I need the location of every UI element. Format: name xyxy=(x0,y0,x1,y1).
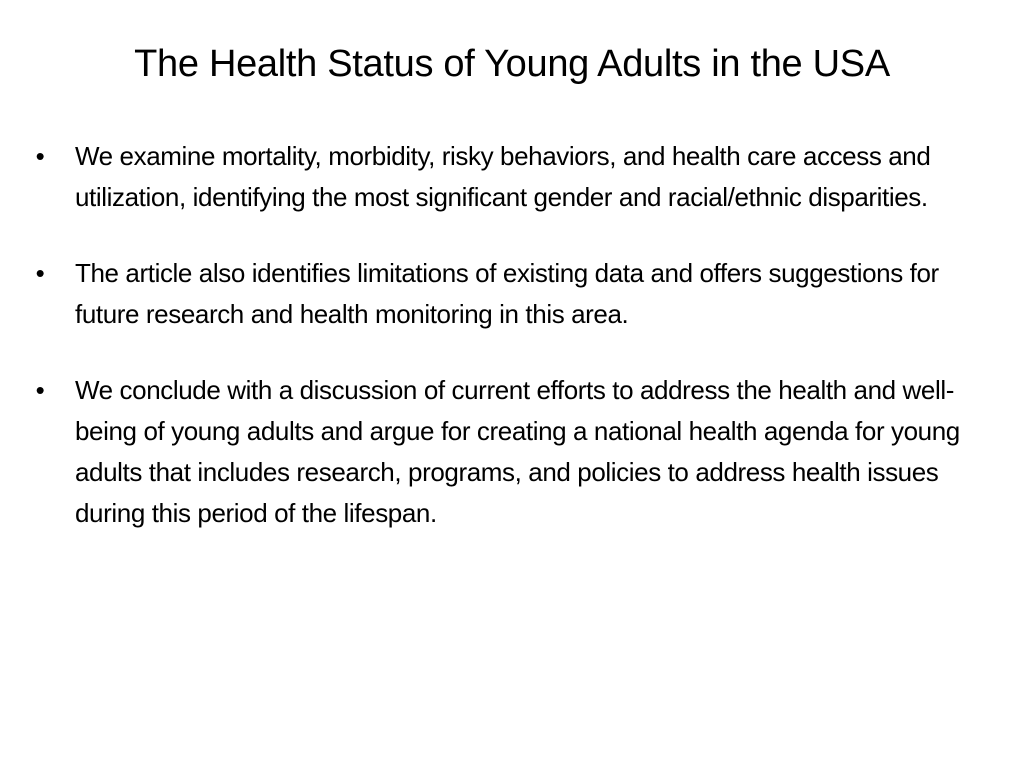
bullet-item xyxy=(30,370,990,534)
bullet-icon: • xyxy=(35,258,45,288)
bullet-text: The article also identifies limitations of existing data and offers suggestions for future research and health monitoring in this area. xyxy=(75,258,939,329)
bullet-list xyxy=(30,136,990,569)
bullet-icon: • xyxy=(35,141,45,171)
bullet-item xyxy=(30,136,990,218)
bullet-icon: • xyxy=(35,375,45,405)
bullet-text: We examine mortality, morbidity, risky behaviors, and health care access and utilization, identifying the most significant gender and racial/ethnic disparities. xyxy=(75,141,931,212)
slide-title: The Health Status of Young Adults in the USA xyxy=(134,43,890,85)
bullet-text: We conclude with a discussion of current efforts to address the health and well-being of young adults and argue for creating a national health agenda for young adults that includes research, programs, and policies to address health issues during this period of the lifespan. xyxy=(75,375,960,528)
bullet-item xyxy=(30,253,990,335)
